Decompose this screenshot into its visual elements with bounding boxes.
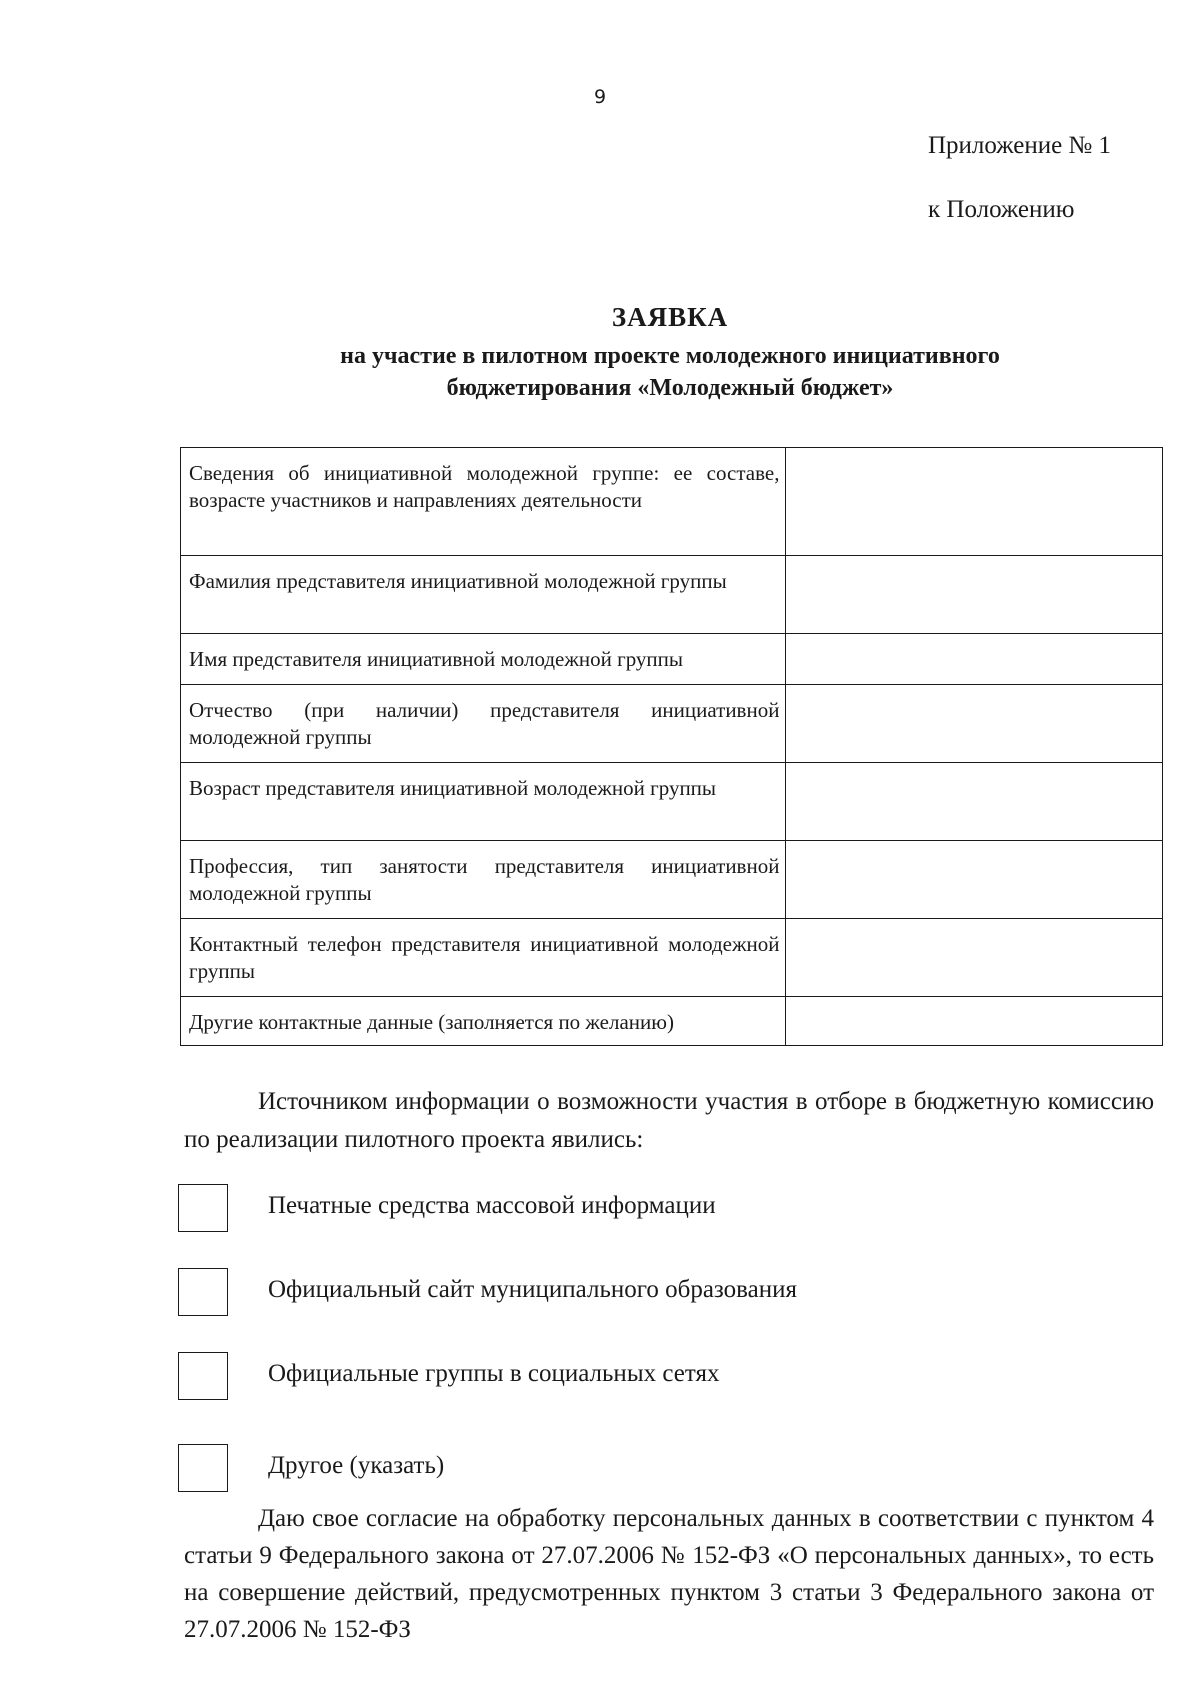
application-form-table <box>180 447 1163 1046</box>
checkbox[interactable] <box>178 1444 228 1492</box>
document-title: ЗАЯВКА <box>611 302 729 332</box>
form-row-label: Другие контактные данные (заполняется по желанию) <box>181 997 786 1046</box>
option-label: Официальный сайт муниципального образования <box>268 1276 797 1303</box>
surname-field[interactable] <box>786 556 1163 634</box>
table-row <box>181 634 1163 685</box>
option-label: Печатные средства массовой информации <box>268 1192 716 1219</box>
option-label: Другое (указать) <box>268 1452 445 1479</box>
table-row <box>181 448 1163 556</box>
form-row-label: Отчество (при наличии) представителя инициативной молодежной группы <box>181 685 786 763</box>
form-row-label: Профессия, тип занятости представителя инициативной молодежной группы <box>181 841 786 919</box>
consent-paragraph: Даю свое согласие на обработку персональных данных в соответствии с пунктом 4 статьи 9 Федерального закона от 27.07.2006 № 152-ФЗ «О персональных данных», то есть на совершение действий, предусмотренных пунктом 3 статьи 3 Федерального закона от 27.07.2006 № 152-ФЗ <box>184 1505 1154 1643</box>
document-subtitle-line-2: бюджетирования «Молодежный бюджет» <box>446 375 894 401</box>
first-name-field[interactable] <box>786 634 1163 685</box>
option-label: Официальные группы в социальных сетях <box>268 1360 720 1387</box>
form-row-label: Имя представителя инициативной молодежной группы <box>181 634 786 685</box>
appendix-reference: к Положению <box>928 196 1075 223</box>
other-contacts-field[interactable] <box>786 997 1163 1046</box>
form-row-label: Возраст представителя инициативной молодежной группы <box>181 763 786 841</box>
group-info-field[interactable] <box>786 448 1163 556</box>
checkbox[interactable] <box>178 1184 228 1232</box>
table-row <box>181 997 1163 1046</box>
form-row-label: Контактный телефон представителя инициативной молодежной группы <box>181 919 786 997</box>
appendix-number: Приложение № 1 <box>928 132 1112 159</box>
patronymic-field[interactable] <box>786 685 1163 763</box>
occupation-field[interactable] <box>786 841 1163 919</box>
form-row-label: Фамилия представителя инициативной молодежной группы <box>181 556 786 634</box>
table-row <box>181 841 1163 919</box>
document-subtitle-line-1: на участие в пилотном проекте молодежного инициативного <box>340 343 1000 369</box>
phone-field[interactable] <box>786 919 1163 997</box>
table-row <box>181 556 1163 634</box>
age-field[interactable] <box>786 763 1163 841</box>
document-title-block <box>180 300 1160 404</box>
page-number: 9 <box>593 86 607 108</box>
checkbox[interactable] <box>178 1268 228 1316</box>
table-row <box>181 685 1163 763</box>
source-intro-paragraph: Источником информации о возможности участия в отборе в бюджетную комиссию по реализации пилотного проекта явились: <box>184 1088 1154 1153</box>
form-row-label: Сведения об инициативной молодежной группе: ее составе, возрасте участников и направлениях деятельности <box>181 448 786 556</box>
checkbox[interactable] <box>178 1352 228 1400</box>
table-row <box>181 763 1163 841</box>
table-row <box>181 919 1163 997</box>
